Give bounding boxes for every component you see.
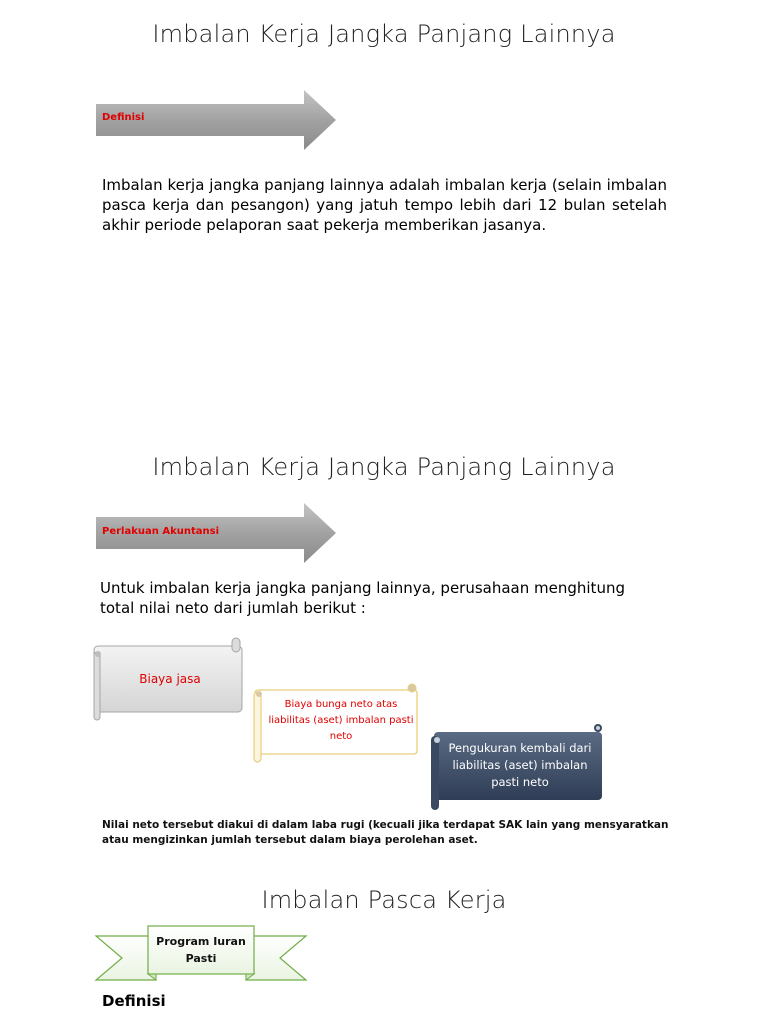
slide1-title: Imbalan Kerja Jangka Panjang Lainnya bbox=[152, 20, 616, 48]
scroll-biaya-bunga: Biaya bunga neto atas liabilitas (aset) imbalan pasti neto bbox=[268, 699, 414, 742]
net-value-note: Nilai neto tersebut diakui di dalam laba rugi (kecuali jika terdapat SAK lain yang mensyaratkan atau mengizinkan jumlah tersebut dalam biaya perolehan aset. bbox=[102, 819, 669, 846]
intro-paragraph: Untuk imbalan kerja jangka panjang lainnya, perusahaan menghitung total nilai neto dari jumlah berikut : bbox=[100, 579, 625, 617]
slide2-title: Imbalan Kerja Jangka Panjang Lainnya bbox=[152, 453, 616, 481]
slide3-title: Imbalan Pasca Kerja bbox=[261, 886, 507, 914]
scroll-pengukuran-kembali: Pengukuran kembali dari liabilitas (aset) imbalan pasti neto bbox=[448, 741, 592, 789]
program-iuran-pasti-label: Program Iuran Pasti bbox=[156, 935, 246, 965]
perlakuan-akuntansi-label: Perlakuan Akuntansi bbox=[102, 526, 219, 537]
section-heading-definisi: Definisi bbox=[102, 992, 166, 1010]
definition-paragraph: Imbalan kerja jangka panjang lainnya adalah imbalan kerja (selain imbalan pasca kerja dan pesangon) yang jatuh tempo lebih dari 12 bulan setelah akhir periode pelaporan saat pekerja memberikan jasanya. bbox=[102, 176, 667, 234]
scroll-biaya-jasa: Biaya jasa bbox=[139, 672, 201, 686]
definisi-label: Definisi bbox=[102, 112, 145, 123]
